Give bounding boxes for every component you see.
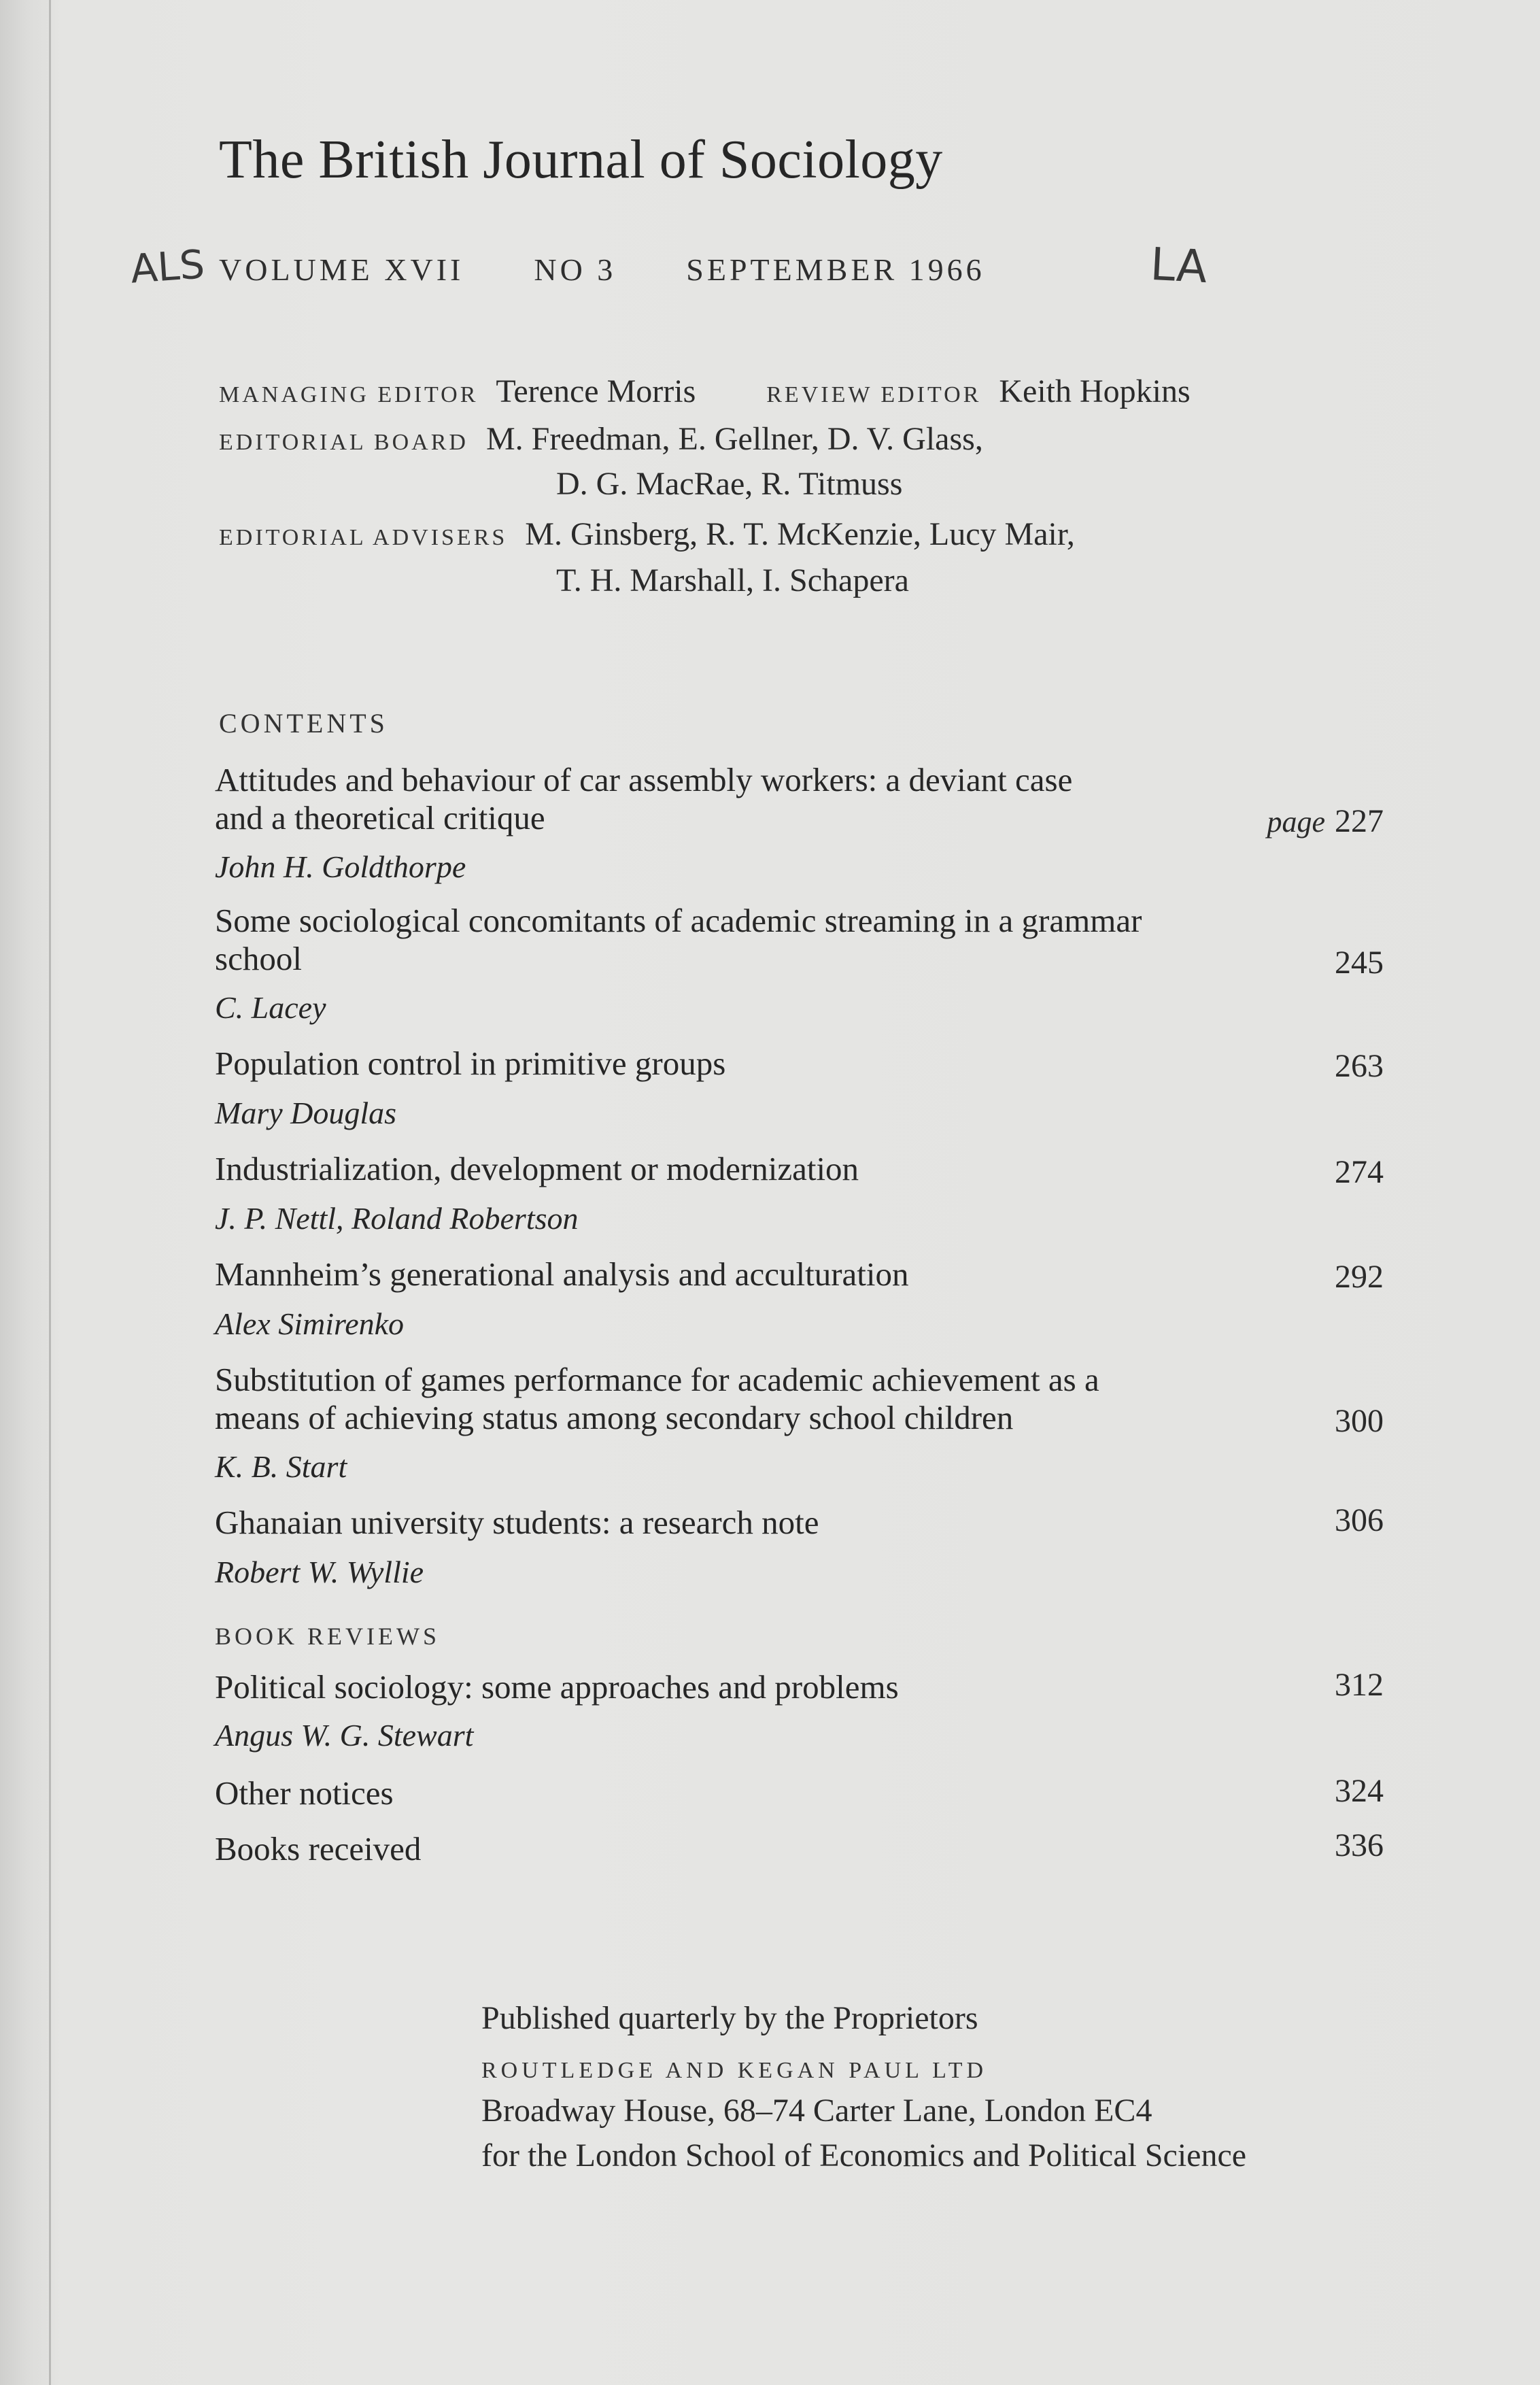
editorial-advisers-label: EDITORIAL ADVISERS xyxy=(219,525,508,550)
article-title-line1: Industrialization, development or modernization xyxy=(215,1150,859,1187)
publisher-name: ROUTLEDGE AND KEGAN PAUL LTD xyxy=(481,2058,988,2083)
article-author: C. Lacey xyxy=(215,990,326,1025)
handwritten-mark-left: ALS xyxy=(129,241,207,292)
issue-number: NO 3 xyxy=(534,252,617,287)
article-page-number: 306 xyxy=(1335,1502,1384,1538)
books-received-title: Books received xyxy=(215,1830,422,1867)
review-editor-name: Keith Hopkins xyxy=(999,373,1191,409)
article-author: K. B. Start xyxy=(215,1449,347,1484)
managing-editor-label: MANAGING EDITOR xyxy=(219,382,479,407)
issue-date: SEPTEMBER 1966 xyxy=(686,252,985,287)
article-title-line1: Mannheim’s generational analysis and acculturation xyxy=(215,1255,909,1293)
editorial-board-row xyxy=(219,420,983,458)
article-title-line1: Ghanaian university students: a research note xyxy=(215,1504,819,1541)
article-author: J. P. Nettl, Roland Robertson xyxy=(215,1201,579,1236)
issue-volume: VOLUME XVII xyxy=(219,252,464,287)
article-title-line1: Some sociological concomitants of academic streaming in a grammar xyxy=(215,902,1142,939)
editorial-board-label: EDITORIAL BOARD xyxy=(219,430,468,455)
article-title-line1: Substitution of games performance for academic achievement as a xyxy=(215,1361,1099,1398)
article-author: Alex Simirenko xyxy=(215,1306,405,1341)
editorial-advisers-row xyxy=(219,515,1075,553)
editorial-advisers-line2: T. H. Marshall, I. Schapera xyxy=(556,562,909,598)
publisher-address: Broadway House, 68–74 Carter Lane, London EC4 xyxy=(481,2093,1152,2129)
editorial-board-line1: M. Freedman, E. Gellner, D. V. Glass, xyxy=(485,421,983,457)
page-word: page xyxy=(1267,805,1325,839)
other-notices-page: 324 xyxy=(1335,1773,1384,1809)
article-page-number: 274 xyxy=(1335,1154,1384,1190)
other-notices-title: Other notices xyxy=(215,1774,394,1812)
article-author: Robert W. Wyllie xyxy=(215,1555,424,1589)
review-page-number: 312 xyxy=(1335,1667,1384,1703)
managing-editor-row xyxy=(219,373,1191,410)
article-title-line2: means of achieving status among secondary school children xyxy=(215,1399,1014,1436)
issue-line xyxy=(219,252,985,288)
contents-heading: CONTENTS xyxy=(219,708,388,739)
article-page-number: 300 xyxy=(1335,1403,1384,1439)
article-page xyxy=(1267,802,1384,840)
publisher-line4: for the London School of Economics and Political Science xyxy=(481,2137,1247,2173)
editorial-board-line2: D. G. MacRae, R. Titmuss xyxy=(556,466,903,502)
spine-edge xyxy=(49,0,51,2385)
article-page-number: 245 xyxy=(1335,945,1384,981)
books-received-page: 336 xyxy=(1335,1827,1384,1863)
article-page-number: 227 xyxy=(1335,803,1384,839)
book-reviews-heading: BOOK REVIEWS xyxy=(215,1623,440,1650)
article-title-line1: Attitudes and behaviour of car assembly workers: a deviant case xyxy=(215,761,1073,798)
article-page-number: 263 xyxy=(1335,1048,1384,1084)
review-author: Angus W. G. Stewart xyxy=(215,1718,474,1753)
publisher-line1: Published quarterly by the Proprietors xyxy=(481,2000,978,2036)
article-title-line2: and a theoretical critique xyxy=(215,799,545,836)
review-editor-label: REVIEW EDITOR xyxy=(766,382,982,407)
article-title-line2: school xyxy=(215,940,302,977)
review-title: Political sociology: some approaches and problems xyxy=(215,1668,899,1706)
article-author: Mary Douglas xyxy=(215,1096,397,1130)
managing-editor-name: Terence Morris xyxy=(496,373,696,409)
article-title-line1: Population control in primitive groups xyxy=(215,1045,726,1082)
handwritten-mark-right: LA xyxy=(1149,237,1209,294)
journal-title: The British Journal of Sociology xyxy=(219,130,943,190)
editorial-advisers-line1: M. Ginsberg, R. T. McKenzie, Lucy Mair, xyxy=(525,516,1075,552)
article-author: John H. Goldthorpe xyxy=(215,849,466,884)
article-page-number: 292 xyxy=(1335,1259,1384,1295)
